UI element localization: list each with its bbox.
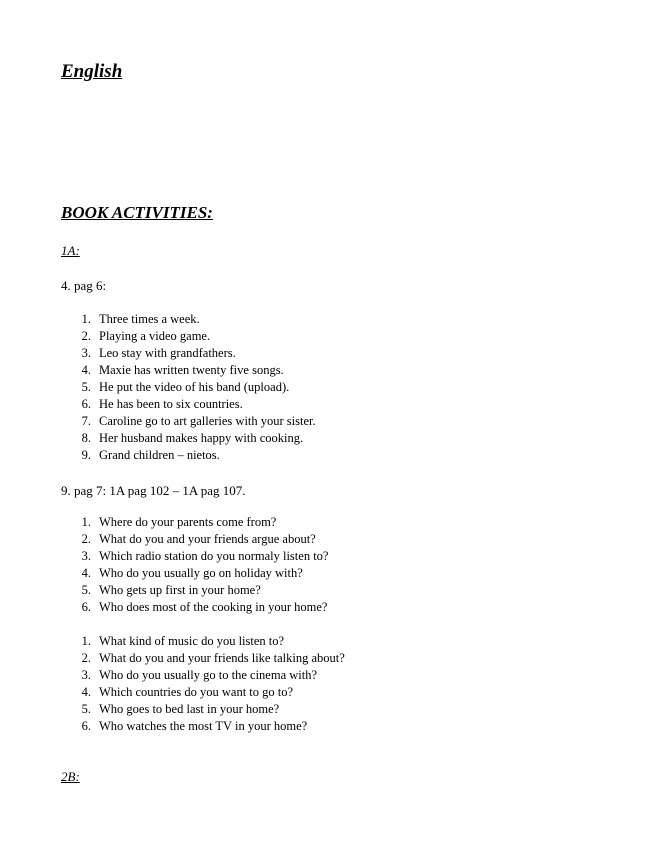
- list-item-number: 4.: [81, 685, 91, 699]
- list-item-number: 1.: [81, 515, 91, 529]
- list-item-text: What do you and your friends argue about?: [99, 532, 316, 546]
- list-item-text: Her husband makes happy with cooking.: [99, 431, 304, 445]
- list-item-text: What kind of music do you listen to?: [99, 634, 285, 648]
- list-item-text: Who do you usually go on holiday with?: [99, 566, 303, 580]
- list-item-number: 2.: [81, 532, 91, 546]
- list-item-text: Which radio station do you normaly listen to?: [99, 549, 329, 563]
- document-title: English: [61, 61, 123, 82]
- list-item-text: Three times a week.: [99, 312, 200, 326]
- list-item-text: What do you and your friends like talking about?: [99, 651, 345, 665]
- unit-2b-heading: 2B:: [61, 769, 80, 784]
- list-item-text: Who watches the most TV in your home?: [99, 719, 308, 733]
- exercise-9-label: 9. pag 7: 1A pag 102 – 1A pag 107.: [61, 483, 246, 498]
- list-item-number: 5.: [81, 702, 91, 716]
- list-item-text: Maxie has written twenty five songs.: [99, 363, 284, 377]
- list-item-text: Caroline go to art galleries with your sister.: [99, 414, 316, 428]
- list-item-number: 4.: [81, 363, 91, 377]
- list-item-number: 3.: [81, 668, 91, 682]
- list-item-number: 4.: [81, 566, 91, 580]
- list-item-number: 6.: [81, 600, 91, 614]
- list-item-text: He put the video of his band (upload).: [99, 380, 290, 394]
- list-item-number: 7.: [81, 414, 91, 428]
- list-item-number: 2.: [81, 651, 91, 665]
- list-item-text: Who gets up first in your home?: [99, 583, 261, 597]
- list-item-text: Who do you usually go to the cinema with?: [99, 668, 318, 682]
- list-item-text: Who does most of the cooking in your home?: [99, 600, 328, 614]
- unit-1a-heading: 1A:: [61, 243, 80, 258]
- exercise-4-label: 4. pag 6:: [61, 278, 107, 293]
- list-item-number: 6.: [81, 719, 91, 733]
- list-item-number: 5.: [81, 583, 91, 597]
- list-item-number: 1.: [81, 312, 91, 326]
- list-item-text: Playing a video game.: [99, 329, 211, 343]
- list-item-number: 6.: [81, 397, 91, 411]
- list-item-number: 8.: [81, 431, 91, 445]
- list-item-text: Which countries do you want to go to?: [99, 685, 294, 699]
- list-item-text: Where do your parents come from?: [99, 515, 277, 529]
- list-item-text: Leo stay with grandfathers.: [99, 346, 236, 360]
- list-item-text: Who goes to bed last in your home?: [99, 702, 280, 716]
- list-item-text: Grand children – nietos.: [99, 448, 220, 462]
- list-item-number: 3.: [81, 346, 91, 360]
- list-item-number: 3.: [81, 549, 91, 563]
- list-item-number: 5.: [81, 380, 91, 394]
- list-item-number: 2.: [81, 329, 91, 343]
- list-item-number: 1.: [81, 634, 91, 648]
- list-item-text: He has been to six countries.: [99, 397, 243, 411]
- section-heading: BOOK ACTIVITIES:: [61, 203, 213, 222]
- list-item-number: 9.: [81, 448, 91, 462]
